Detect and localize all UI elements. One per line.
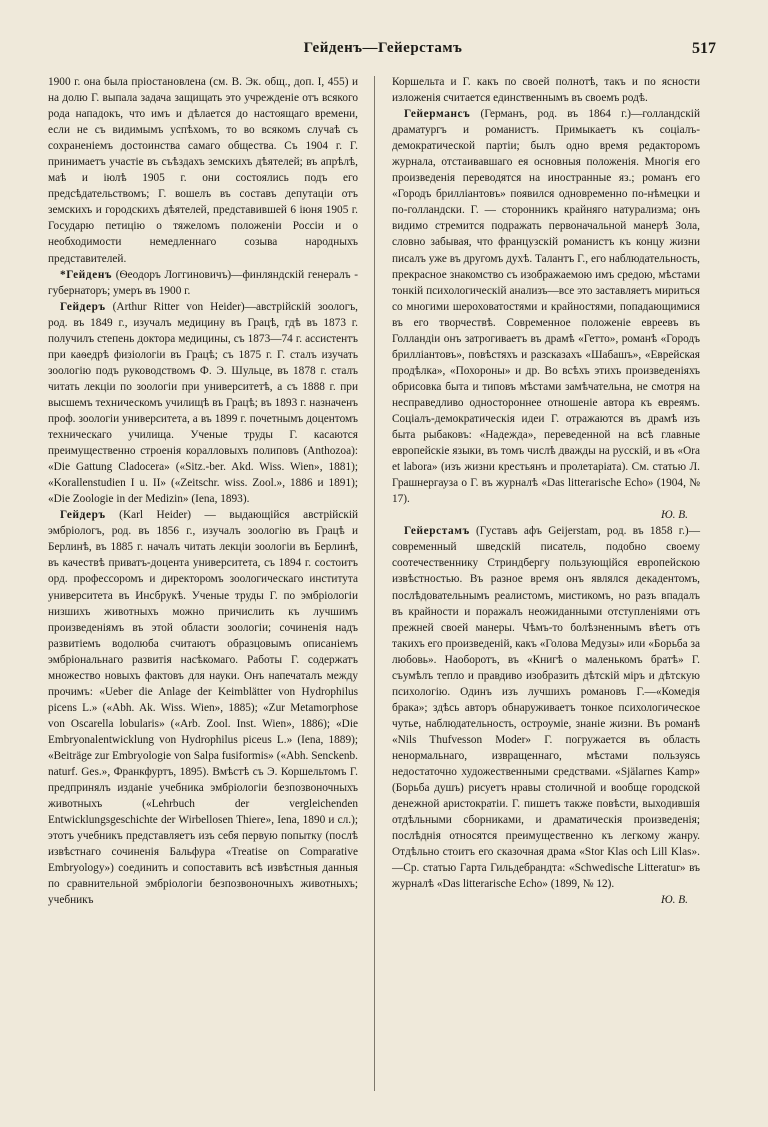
entry-heider-karl [48, 507, 358, 908]
headword: *Гейденъ [60, 268, 113, 281]
entry-heijermans [392, 106, 700, 523]
entry-geijerstam [392, 523, 700, 908]
entry-text: (Karl Heider) — выдающійся австрійскій эмбріологъ, род. въ 1856 г., изучалъ зоологію въ Грацѣ и Берлинѣ, въ 1885 г. началъ читать лекціи зоологіи въ Берлинѣ, въ качествѣ приватъ-доцента университета, съ 1894 г. состоитъ орд. профессоромъ и директоромъ зоологическаго института университета въ Инсбрукѣ. Ученые труды Г. по эмбріологіи низшихъ животныхъ можно причислить къ лучшимъ произведеніямъ въ этой области зоологіи; сочиненія надъ развитіемъ водолюба считаютъ образцовымъ описаніемъ эмбріональнаго развитія насѣкомаго. Работы Г. содержатъ множество новыхъ фактовъ для науки. Онъ напечаталъ между прочимъ: «Ueber die Anlage der Keimblätter von Hydrophilus picens L.» («Abh. Ak. Wiss. Wien», 1885); «Zur Metamorphose von Oscarella lobularis» («Arb. Zool. Inst. Wien», 1886); «Die Embryonalentwicklung von Hydrophilus piceus L.» (Iena, 1889); «Beiträge zur Embryologie von Salpa fusiformis» («Abh. Senckenb. naturf. Ges.», Франкфуртъ, 1895). Вмѣстѣ съ Э. Коршельтомъ Г. предпринялъ изданіе учебника эмбріологіи безпозвоночныхъ животныхъ («Lehrbuch der vergleichenden Entwicklungsgeschichte der Wirbellosen Thiere», Iena, 1890 и сл.); этотъ учебникъ представляетъ изъ себя первую попытку (послѣ извѣстнаго сочиненія Бальфура «Treatise on Comparative Embryology») соединить и сопоставить всѣ извѣстныя данныя по сравнительной эмбріологіи безпозвоночныхъ животныхъ; учебникъ [48, 509, 358, 907]
entry-geiden [48, 267, 358, 299]
entry-text: (Ѳеодоръ Логгиновичъ)—финляндскій генералъ - губернаторъ; умеръ въ 1900 г. [48, 268, 358, 297]
left-column [48, 74, 358, 908]
entry-heider-arthur [48, 299, 358, 508]
right-column [392, 74, 700, 908]
headword: Гейерманcъ [404, 108, 471, 121]
headword: Гейерстамъ [404, 525, 470, 538]
page-header [50, 40, 716, 64]
entry-text: (Густавъ афъ Geijerstam, род. въ 1858 г.)—современный шведскій писатель, подобно своему соотечественнику Стриндбергу пользующійся европейскою извѣстностью. Въ разное время онъ являлся декадентомъ, послѣдовательнымъ реалистомъ, мистикомъ, но разъ впадалъ въ крайности и поражалъ неожиданными отступленіями отъ прежней своей манеры. Чѣмъ-то болѣзненнымъ вѣетъ отъ такихъ его произведеній, какъ «Голова Медузы» или «Борьба за любовь». Наоборотъ, въ «Книгѣ о маленькомъ братѣ» Г. съумѣлъ тепло и правдиво изобразить дѣтскій міръ и дѣтскую психологію. Одинъ изъ лучшихъ романовъ Г.—«Комедія брака»; здѣсь авторъ обнаруживаетъ тонкое психологическое чутье, наблюдательность, остроуміе, знаніе жизни. Въ романѣ «Nils Thufvesson Moder» Г. погружается въ область ненормальнаго, извращеннаго, мѣстами пользуясь недостаточно художественными средствами. «Själarnes Kamp» (Борьба душъ) рисуетъ нравы столичной и вообще городской денежной аристократіи. Г. пишетъ также повѣсти, выходившія отдѣльными сборниками, и драматическія произведенія; послѣднія относятся преимущественно къ легкому жанру. Отдѣльно стоитъ его сказочная драма «Stor Klas och Lill Klas».—Ср. статью Гарта Гильдебрандта: «Schwedische Litteratur» въ журналѣ «Das litterarische Echo» (1899, № 12). [392, 525, 700, 891]
running-title: Гейденъ—Гейерстамъ [303, 40, 463, 56]
headword: Гейдеръ [60, 509, 106, 522]
column-divider [374, 76, 375, 1091]
entry-text: (Германъ, род. въ 1864 г.)—голландскій драматургъ и романистъ. Примыкаетъ къ соціалъ-демократической партіи; былъ одно время редакторомъ журнала, отстаивавшаго ея основныя положенія. Многія его произведенія переводятся на иностранные яз.; романъ его «Городъ бриллiантовъ» появился одновременно по-нѣмецки и по-голландски. Г. — сторонникъ крайняго натурализма; онъ видимо стремится подражать первоначальной манерѣ Зола, словно забывая, что французскій романистъ къ концу жизни писалъ уже въ другомъ духѣ. Талантъ Г., его наблюдательность, прекрасное знакомство съ изображаемою имъ средою, мѣстами тонкій психологическій анализъ—все это заставляетъ мириться со многими шероховатостями и крайностями, попадающимися въ его творчествѣ. Современное положеніе евреевъ въ Голландіи онъ затрогиваетъ въ драмѣ «Гетто», романѣ «Городъ бриллiантовъ», повѣстяхъ и разсказахъ «Шабашъ», «Еврейская продѣлка», «Похороны» и др. Во всѣхъ этихъ произведеніяхъ обрисовка быта и типовъ мѣстами замѣчательна, не смотря на несправедливо одностороннее отношеніе автора къ евреямъ. Соціалъ-демократическія идеи Г. отражаются въ драмѣ изъ быта рыбаковъ: «Надежда», переведенной на всѣ главные европейскіе языки, въ томъ числѣ дважды на русскій, и въ «Ora et labora» (изъ жизни крестьянъ и пролетаріата). См. статью Л. Грашнергауза о Г. въ журналѣ «Das litterarische Echo» (1904, № 17). [392, 108, 700, 506]
continuation-paragraph: Коршельта и Г. какъ по своей полнотѣ, такъ и по ясности изложенія считается единственнымъ въ своемъ родѣ. [392, 76, 700, 105]
headword: Гейдеръ [60, 300, 106, 313]
author-signature: Ю. В. [660, 894, 688, 907]
author-signature: Ю. В. [660, 509, 688, 522]
entry-text: (Arthur Ritter von Heider)—австрійскій зоологъ, род. въ 1849 г., изучалъ медицину въ Грацѣ, гдѣ въ 1873 г. получилъ степень доктора медицины, съ 1873—74 г. ассистентъ при каѳедрѣ физіологіи въ Грацѣ; съ 1875 г. Г. сталъ изучать зоологію подъ руководствомъ Ф. Э. Шульце, въ 1878 г. сталъ читать лекціи по зоологіи при университетѣ, а съ 1888 г. при высшемъ техническомъ училищѣ въ Грацѣ; въ 1893 г. назначенъ проф. зоологіи университета, а въ 1899 г. почетнымъ доцентомъ техническаго училища. Ученые труды Г. касаются преимущественно строенія коралловыхъ полиповъ (Anthozoa): «Die Gattung Cladocera» («Sitz.-ber. Akd. Wiss. Wien», 1881); «Korallenstudien I u. II» («Zeitschr. wiss. Zool.», 1886 и 1891); «Die Zoologie in der Medizin» (Iena, 1893). [48, 300, 358, 506]
intro-paragraph: 1900 г. она была пріостановлена (см. В. Эк. общ., доп. I, 455) и на долю Г. выпала задача защищать это учрежденіе отъ всякого рода нападокъ, что имъ и дѣлается до настоящаго времени, если не съ видимымъ успѣхомъ, то во всякомъ случаѣ съ сохраненіемъ достоинства самаго общества. Съ 1904 г. Г. принимаетъ участіе въ съѣздахъ земскихъ дѣятелей; въ апрѣлѣ, маѣ и іюлѣ 1905 г. они состоялись подъ его предсѣдательствомъ; Г. вошелъ въ составъ депутаціи отъ земскихъ и городскихъ дѣятелей, представившей 6 іюня 1905 г. Государю петицію о тяжеломъ положеніи Россіи и о необходимости немедленнаго созыва народныхъ представителей. [48, 76, 358, 265]
page-number: 517 [692, 40, 716, 57]
